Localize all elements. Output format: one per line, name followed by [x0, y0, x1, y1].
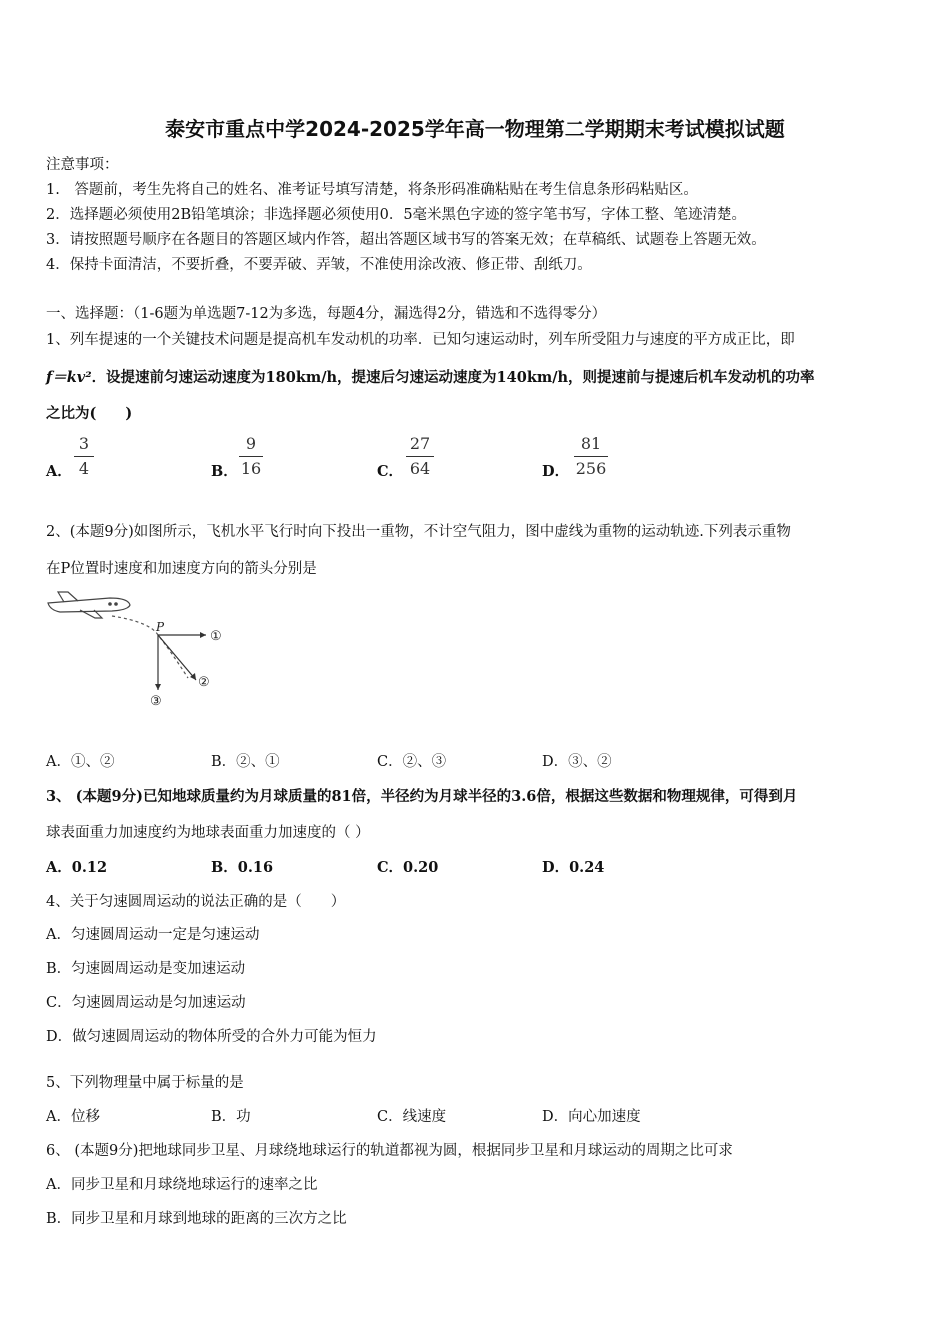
q1-option-b-label: B．	[211, 463, 238, 480]
q1-option-a-fraction	[74, 434, 94, 479]
q5-option-d: D．向心加速度	[542, 1109, 641, 1125]
q1-stem-line1: 1、列车提速的一个关键技术问题是提高机车发动机的功率．已知匀速运动时，列车所受阻力与速度的平方成正比，即	[46, 332, 795, 348]
notice-heading: 注意事项：	[46, 157, 119, 173]
q1-option-b-fraction	[239, 434, 263, 479]
arrow-3-head	[155, 684, 161, 690]
q3-option-d: D．0.24	[542, 859, 605, 876]
point-p-label: P	[156, 620, 165, 634]
q1-option-c-fraction	[406, 434, 434, 479]
q3-stem-line2: 球表面重力加速度约为地球表面重力加速度的（ ）	[46, 825, 370, 841]
q5-option-c: C．线速度	[377, 1109, 447, 1125]
q4-option-a: A．匀速圆周运动一定是匀速运动	[46, 927, 260, 943]
notice-item-2: 2．选择题必须使用2B铅笔填涂；非选择题必须使用0．5毫米黑色字迹的签字笔书写，字体工整、笔迹清楚。	[46, 207, 747, 223]
q2-option-c: C．②、③	[377, 754, 447, 770]
q3-option-b: B．0.16	[211, 859, 274, 876]
q1-option-d-den: 256	[575, 459, 607, 478]
q1-option-d-fraction	[574, 434, 608, 479]
q6-option-b: B．同步卫星和月球到地球的距离的三次方之比	[46, 1211, 347, 1227]
q1-option-a-num: 3	[78, 434, 90, 453]
q5-stem: 5、下列物理量中属于标量的是	[46, 1075, 244, 1091]
section-heading: 一、选择题：（1-6题为单选题7-12为多选，每题4分，漏选得2分，错选和不选得零分）	[46, 306, 607, 322]
q2-option-a: A．①、②	[46, 754, 115, 770]
arrow-1-label: ①	[210, 629, 222, 644]
q3-option-a: A．0.12	[46, 859, 108, 876]
q1-option-a-label: A．	[46, 463, 72, 480]
q4-option-d: D．做匀速圆周运动的物体所受的合外力可能为恒力	[46, 1029, 377, 1045]
notice-item-4: 4．保持卡面清洁，不要折叠，不要弄破、弄皱，不准使用涂改液、修正带、刮纸刀。	[46, 257, 592, 273]
trajectory-dashed	[112, 616, 188, 678]
q1-option-b-num: 9	[245, 434, 257, 453]
q1-stem-line2	[46, 366, 815, 387]
arrow-3-label: ③	[150, 694, 162, 709]
q2-figure	[40, 588, 240, 713]
q1-option-b-den: 16	[240, 459, 262, 478]
q1-option-c-num: 27	[409, 434, 431, 453]
q1-option-c-label: C．	[377, 463, 404, 480]
q2-figure-svg	[40, 588, 240, 713]
q2-option-b: B．②、①	[211, 754, 280, 770]
q1-option-d-label: D．	[542, 463, 570, 480]
q6-option-a: A．同步卫星和月球绕地球运行的速率之比	[46, 1177, 318, 1193]
q4-stem: 4、关于匀速圆周运动的说法正确的是（ ）	[46, 894, 346, 910]
q2-stem-line1: 2、(本题9分)如图所示，飞机水平飞行时向下投出一重物，不计空气阻力，图中虚线为重物的运动轨迹.下列表示重物	[46, 524, 791, 540]
q5-option-a: A．位移	[46, 1109, 100, 1125]
q1-option-c-den: 64	[409, 459, 431, 478]
airplane-icon	[48, 592, 130, 618]
q3-stem-line1: 3、 (本题9分)已知地球质量约为月球质量的81倍，半径约为月球半径的3.6倍，根据这些数据和物理规律，可得到月	[46, 788, 798, 805]
q2-stem-line2: 在P位置时速度和加速度方向的箭头分别是	[46, 561, 317, 577]
q6-stem: 6、 (本题9分)把地球同步卫星、月球绕地球运行的轨道都视为圆，根据同步卫星和月球运动的周期之比可求	[46, 1143, 733, 1159]
q1-line2-text: ．设提速前匀速运动速度为180km/h，提速后匀速运动速度为140km/h，则提速前与提速后机车发动机的功率	[91, 369, 815, 386]
page-title: 泰安市重点中学2024-2025学年高一物理第二学期期末考试模拟试题	[165, 117, 785, 141]
q4-option-c: C．匀速圆周运动是匀加速运动	[46, 995, 246, 1011]
q2-option-d: D．③、②	[542, 754, 612, 770]
arrow-2	[158, 635, 196, 680]
q1-stem-line3: 之比为( )	[46, 405, 133, 422]
arrow-1-head	[200, 632, 206, 638]
q3-option-c: C．0.20	[377, 859, 439, 876]
q1-option-a-den: 4	[78, 459, 90, 478]
q1-formula: f＝kv²	[46, 369, 92, 386]
q4-option-b: B．匀速圆周运动是变加速运动	[46, 961, 246, 977]
q5-option-b: B．功	[211, 1109, 251, 1125]
notice-item-3: 3．请按照题号顺序在各题目的答题区域内作答，超出答题区域书写的答案无效；在草稿纸、试题卷上答题无效。	[46, 232, 766, 248]
q1-option-d-num: 81	[580, 434, 602, 453]
notice-item-1: 1. 答题前，考生先将自己的姓名、准考证号填写清楚，将条形码准确粘贴在考生信息条形码粘贴区。	[46, 182, 698, 198]
arrow-2-label: ②	[198, 675, 210, 690]
